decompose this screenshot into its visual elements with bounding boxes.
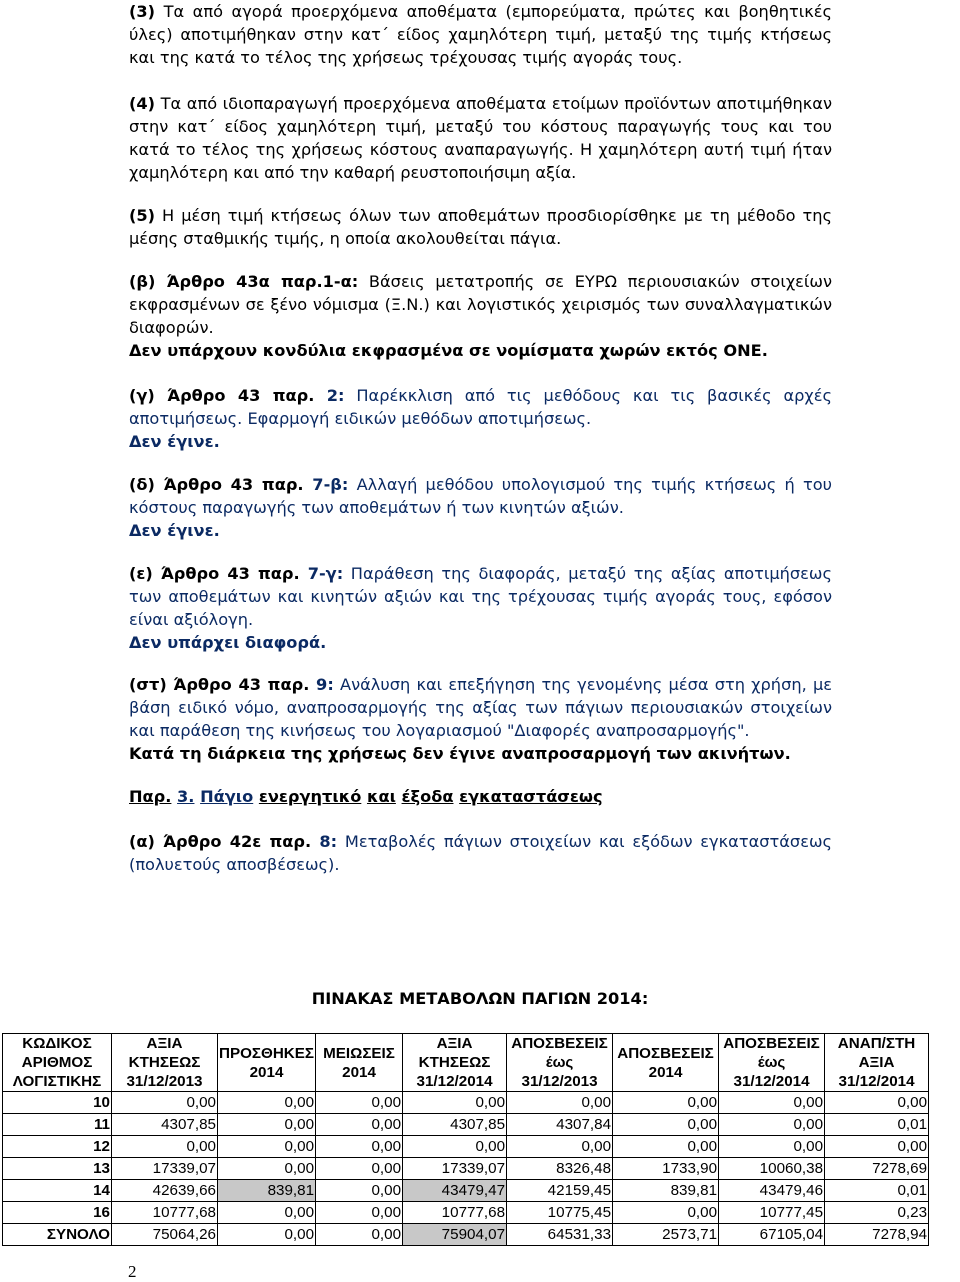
table-row (3, 1202, 929, 1224)
cell-total-label: ΣΥΝΟΛΟ (3, 1224, 112, 1246)
cell-value: 0,00 (507, 1136, 613, 1158)
paragraph-text: Ανάλυση και επεξήγηση της γενομένης μέσα στη χρήση, με βάση ειδικό νόμο, αναπροσαρμογής της αξίας των πάγιων περιουσιακών στοιχείων και παράθεση της κινήσεως του λογαριασμού "Διαφορές αναπροσαρμογής". (129, 675, 832, 740)
cell-code: 13 (3, 1158, 112, 1180)
paragraph-lead-number: 7-β: (303, 475, 349, 494)
cell-value: 0,00 (613, 1092, 719, 1114)
paragraph-note: Δεν υπάρχει διαφορά. (129, 633, 327, 652)
cell-value: 42159,45 (507, 1180, 613, 1202)
cell-value: 0,00 (218, 1092, 316, 1114)
cell-value: 0,00 (825, 1136, 929, 1158)
header-depr-2013: ΑΠΟΣΒΕΣΕΙΣ έως 31/12/2013 (507, 1034, 613, 1092)
cell-value: 4307,85 (112, 1114, 218, 1136)
table-row (3, 1114, 929, 1136)
paragraph-5 (129, 204, 832, 250)
cell-value: 17339,07 (403, 1158, 507, 1180)
cell-value: 10060,38 (719, 1158, 825, 1180)
section-word: εγκαταστάσεως (459, 787, 603, 806)
section-word: ενεργητικό (258, 787, 362, 806)
paragraph-lead: (5) (129, 206, 156, 225)
paragraph-lead-number: 9: (309, 675, 334, 694)
cell-value: 0,00 (719, 1092, 825, 1114)
cell-value: 0,00 (218, 1114, 316, 1136)
cell-value: 0,00 (218, 1202, 316, 1224)
paragraph-note: Δεν έγινε. (129, 432, 220, 451)
paragraph-text: Βάσεις μετατροπής σε ΕΥΡΩ περιουσιακών στοιχείων εκφρασμένων σε ξένο νόμισμα (Ξ.Ν.) και λογιστικός χειρισμός των συναλλαγματικών διαφορών. (129, 272, 832, 337)
paragraph-text: Παρέκκλιση από τις μεθόδους και τις βασικές αρχές αποτιμήσεως. Εφαρμογή ειδικών μεθόδων αποτιμήσεως. (129, 386, 832, 428)
cell-value-highlighted: 75904,07 (403, 1224, 507, 1246)
header-depr-2014: ΑΠΟΣΒΕΣΕΙΣ έως 31/12/2014 (719, 1034, 825, 1092)
cell-value: 67105,04 (719, 1224, 825, 1246)
cell-code: 16 (3, 1202, 112, 1224)
cell-value: 0,00 (613, 1136, 719, 1158)
section-word: έξοδα (401, 787, 454, 806)
cell-value: 10777,68 (403, 1202, 507, 1224)
cell-value: 0,00 (316, 1202, 403, 1224)
section-heading (129, 785, 832, 808)
table-row (3, 1092, 929, 1114)
paragraph-lead-number: 2: (314, 386, 345, 405)
header-book-value: ΑΝΑΠ/ΣΤΗ ΑΞΙΑ 31/12/2014 (825, 1034, 929, 1092)
cell-value: 0,00 (403, 1092, 507, 1114)
paragraph-lead: (α) Άρθρο 42ε παρ. (129, 832, 312, 851)
paragraph-text: Η μέση τιμή κτήσεως όλων των αποθεμάτων προσδιορίσθηκε με τη μέθοδο της μέσης σταθμικής τιμής, η οποία ακολουθείται πάγια. (129, 206, 832, 248)
page-number: 2 (128, 1262, 137, 1281)
cell-value: 43479,46 (719, 1180, 825, 1202)
header-cost-2013: ΑΞΙΑ ΚΤΗΣΕΩΣ 31/12/2013 (112, 1034, 218, 1092)
cell-value: 64531,33 (507, 1224, 613, 1246)
paragraph-lead: (β) Άρθρο 43α παρ.1-α: (129, 272, 359, 291)
cell-value: 7278,94 (825, 1224, 929, 1246)
cell-value: 75064,26 (112, 1224, 218, 1246)
paragraph-note: Δεν υπάρχουν κονδύλια εκφρασμένα σε νομίσματα χωρών εκτός ΟΝΕ. (129, 341, 768, 360)
cell-value: 0,01 (825, 1114, 929, 1136)
cell-value: 0,00 (218, 1224, 316, 1246)
cell-value: 0,00 (316, 1224, 403, 1246)
fixed-assets-table (2, 1033, 929, 1246)
cell-value: 4307,85 (403, 1114, 507, 1136)
cell-value: 0,00 (316, 1114, 403, 1136)
cell-value: 0,00 (613, 1202, 719, 1224)
paragraph-a (129, 830, 832, 876)
cell-value: 8326,48 (507, 1158, 613, 1180)
cell-code: 10 (3, 1092, 112, 1114)
section-word: Πάγιο (200, 787, 254, 806)
cell-value: 10775,45 (507, 1202, 613, 1224)
header-additions: ΠΡΟΣΘΗΚΕΣ 2014 (218, 1034, 316, 1092)
cell-value: 0,00 (112, 1136, 218, 1158)
table-row (3, 1158, 929, 1180)
paragraph-lead: (4) (129, 94, 156, 113)
paragraph-lead-number: 7-γ: (299, 564, 344, 583)
cell-code: 12 (3, 1136, 112, 1158)
cell-value: 0,00 (218, 1158, 316, 1180)
table-header-row (3, 1034, 929, 1092)
section-number: 3. (177, 787, 195, 806)
cell-value: 0,23 (825, 1202, 929, 1224)
cell-value: 10777,68 (112, 1202, 218, 1224)
paragraph-lead-number: 8: (311, 832, 338, 851)
paragraph-text: Παράθεση της διαφοράς, μεταξύ της αξίας αποτιμήσεως των αποθεμάτων και κινητών αξιών και της τρέχουσας τιμής αγοράς τους, εφόσον είναι αξιόλογη. (129, 564, 832, 629)
cell-value: 0,00 (112, 1092, 218, 1114)
cell-value: 839,81 (613, 1180, 719, 1202)
cell-value-highlighted: 43479,47 (403, 1180, 507, 1202)
table-row (3, 1136, 929, 1158)
cell-value: 0,00 (719, 1136, 825, 1158)
paragraph-3 (129, 0, 832, 69)
table-row (3, 1180, 929, 1202)
cell-value: 0,00 (316, 1136, 403, 1158)
header-depr-year: ΑΠΟΣΒΕΣΕΙΣ 2014 (613, 1034, 719, 1092)
paragraph-lead: (ε) Άρθρο 43 παρ. (129, 564, 300, 583)
cell-value: 0,00 (316, 1158, 403, 1180)
paragraph-lead: (δ) Άρθρο 43 παρ. (129, 475, 304, 494)
cell-value: 17339,07 (112, 1158, 218, 1180)
paragraph-text: Τα από αγορά προερχόμενα αποθέματα (εμπορεύματα, πρώτες και βοηθητικές ύλες) αποτιμήθηκαν στην κατ΄ είδος χαμηλότερη τιμή, μεταξύ της τιμής κτήσεως και της κατά το τέλος της χρήσεως τρέχουσας τιμής αγοράς τους. (129, 2, 832, 67)
paragraph-d (129, 473, 832, 542)
cell-value: 0,00 (218, 1136, 316, 1158)
cell-code: 14 (3, 1180, 112, 1202)
paragraph-lead: (γ) Άρθρο 43 παρ. (129, 386, 315, 405)
cell-value: 42639,66 (112, 1180, 218, 1202)
cell-value: 0,00 (613, 1114, 719, 1136)
section-word: και (366, 787, 396, 806)
cell-value: 0,00 (316, 1092, 403, 1114)
paragraph-c (129, 384, 832, 453)
paragraph-4 (129, 92, 832, 184)
section-word: Παρ. (129, 787, 172, 806)
header-code: ΚΩΔΙΚΟΣ ΑΡΙΘΜΟΣ ΛΟΓΙΣΤΙΚΗΣ (3, 1034, 112, 1092)
table-total-row (3, 1224, 929, 1246)
paragraph-lead: (3) (129, 2, 156, 21)
cell-value: 10777,45 (719, 1202, 825, 1224)
header-cost-2014: ΑΞΙΑ ΚΤΗΣΕΩΣ 31/12/2014 (403, 1034, 507, 1092)
paragraph-lead: (στ) Άρθρο 43 παρ. (129, 675, 310, 694)
cell-value: 2573,71 (613, 1224, 719, 1246)
cell-value: 0,00 (507, 1092, 613, 1114)
paragraph-st (129, 673, 832, 765)
cell-code: 11 (3, 1114, 112, 1136)
cell-value: 7278,69 (825, 1158, 929, 1180)
cell-value: 0,00 (719, 1114, 825, 1136)
cell-value: 4307,84 (507, 1114, 613, 1136)
cell-value: 0,00 (403, 1136, 507, 1158)
cell-value: 0,00 (316, 1180, 403, 1202)
table-title: ΠΙΝΑΚΑΣ ΜΕΤΑΒΟΛΩΝ ΠΑΓΙΩΝ 2014: (311, 989, 649, 1008)
paragraph-note: Κατά τη διάρκεια της χρήσεως δεν έγινε αναπροσαρμογή των ακινήτων. (129, 744, 791, 763)
paragraph-note: Δεν έγινε. (129, 521, 220, 540)
paragraph-text: Μεταβολές πάγιων στοιχείων και εξόδων εγκαταστάσεως (πολυετούς αποσβέσεως). (129, 832, 833, 874)
cell-value-highlighted: 839,81 (218, 1180, 316, 1202)
header-reductions: ΜΕΙΩΣΕΙΣ 2014 (316, 1034, 403, 1092)
paragraph-b (129, 270, 832, 362)
paragraph-text: Τα από ιδιοπαραγωγή προερχόμενα αποθέματα ετοίμων προϊόντων αποτιμήθηκαν στην κατ΄ είδος χαμηλότερη τιμή, μεταξύ του κόστους παραγωγής τους και του κατά το τέλος της χρήσεως κόστους αναπαραγωγής. Η χαμηλότερη αυτή τιμή ήταν χαμηλότερη και από την καθαρή ρευστοποιήσιμη αξία. (129, 94, 832, 182)
cell-value: 1733,90 (613, 1158, 719, 1180)
cell-value: 0,01 (825, 1180, 929, 1202)
cell-value: 0,00 (825, 1092, 929, 1114)
paragraph-text: Αλλαγή μεθόδου υπολογισμού της τιμής κτήσεως ή του κόστους παραγωγής των αποθεμάτων ή των κινητών αξιών. (129, 475, 833, 517)
paragraph-e (129, 562, 832, 654)
